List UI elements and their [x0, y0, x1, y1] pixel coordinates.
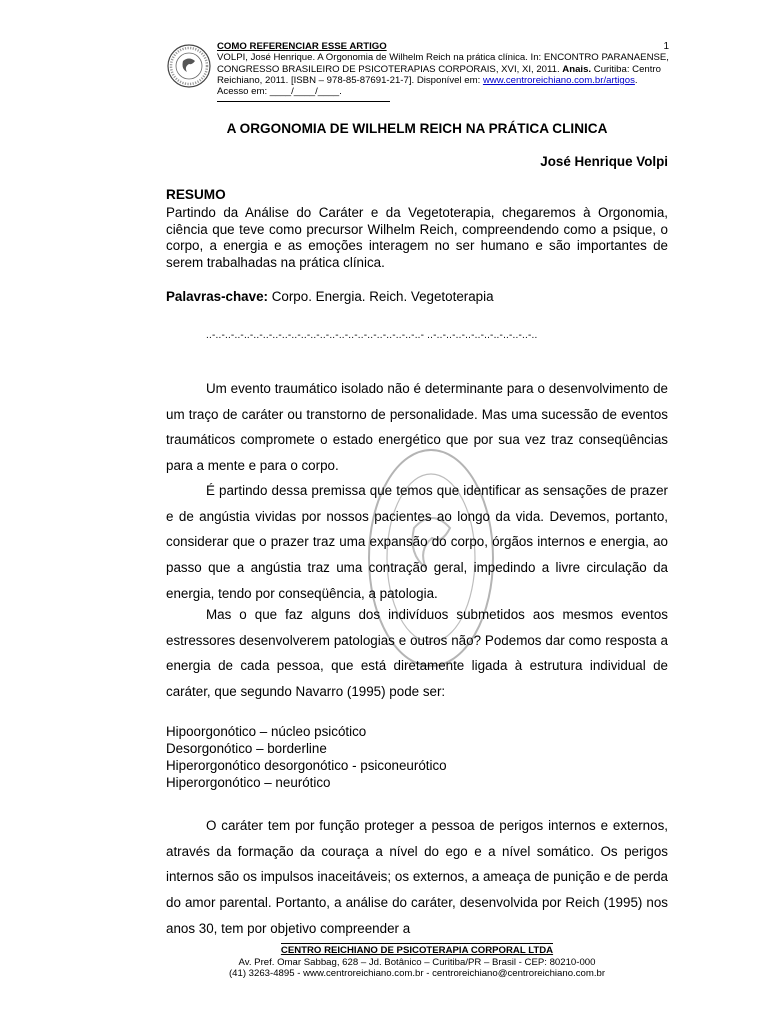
footer-organization: CENTRO REICHIANO DE PSICOTERAPIA CORPORAL LTDA [280, 945, 554, 956]
list-item: Desorgonótico – borderline [166, 741, 327, 756]
list-item: Hiperorgonótico desorgonótico - psiconeurótico [166, 758, 447, 773]
keywords-list: Corpo. Energia. Reich. Vegetoterapia [268, 289, 494, 304]
paragraph-3-text: Mas o que faz alguns dos indivíduos submetidos aos mesmos eventos estressores desenvolverem patologias e outros não? Podemos dar como resposta a energia de cada pessoa, que está diretamente ligada à estrutura individual de caráter, que segundo Navarro (1995) pode ser: [166, 607, 668, 700]
citation-part-3: . Acesso em: ____/____/____. [217, 74, 638, 98]
character-types-list [166, 723, 668, 791]
paragraph-4 [166, 813, 668, 942]
keywords-label: Palavras-chave: [166, 289, 268, 304]
paragraph-1 [166, 376, 668, 479]
paragraph-3 [166, 602, 668, 705]
page-footer [166, 943, 668, 980]
footer-address: Av. Pref. Omar Sabbag, 628 – Jd. Botânico – Curitiba/PR – Brasil - CEP: 80210-000 [238, 956, 596, 968]
citation-part-2: Curitiba: Centro Reichiano, 2011. [ISBN – 978-85-87691-21-7]. Disponível em: [217, 63, 661, 86]
author-name: José Henrique Volpi [540, 154, 668, 169]
paragraph-2-text: É partindo dessa premissa que temos que identificar as sensações de prazer e de angústia vividas por nossos pacientes ao longo da vida. Devemos, portanto, considerar que o prazer traz uma expansão do corpo, órgãos internos e energia, ao passo que a angústia traz uma contração geral, impedindo a livre circulação da energia, tendo por conseqüência, a patologia. [166, 483, 668, 601]
section-separator: ..-..-..-..-..-..-..-..-..-..-..-..-..-..-..-..-..-..-..-..-..-..-..- ..-..-..-..-..-..-..-..-..-..-..-.. [206, 330, 538, 341]
list-item: Hipoorgonótico – núcleo psicótico [166, 724, 367, 739]
keywords-line [166, 289, 668, 304]
paragraph-2 [166, 478, 668, 607]
page-number: 1 [663, 41, 669, 52]
citation-header [217, 41, 669, 102]
citation-part-1: VOLPI, José Henrique. A Orgonomia de Wilhelm Reich na prática clínica. In: ENCONTRO PARANAENSE, CONGRESSO BRASILEIRO DE PSICOTERAPIAS CORPORAIS, XVI, XI, 2011. [217, 52, 669, 75]
citation-text [217, 52, 669, 97]
citation-anais: Anais. [562, 63, 592, 75]
centro-reichiano-seal-icon [166, 41, 212, 91]
footer-contact: (41) 3263-4895 - www.centroreichiano.com.br - centroreichiano@centroreichiano.com.br [228, 968, 606, 980]
paragraph-1-text: Um evento traumático isolado não é determinante para o desenvolvimento de um traço de caráter ou transtorno de personalidade. Mas uma sucessão de eventos traumáticos compromete o estado energético que por sua vez traz conseqüências para a mente e para o corpo. [166, 381, 668, 474]
abstract-text: Partindo da Análise do Caráter e da Vegetoterapia, chegaremos à Orgonomia, ciência que teve como precursor Wilhelm Reich, compreendendo como a psique, o corpo, a energia e as emoções interagem no ser humano e são importantes de serem trabalhadas na prática clínica. [166, 205, 668, 270]
articles-link[interactable]: www.centroreichiano.com.br/artigos [482, 74, 635, 86]
reference-heading: COMO REFERENCIAR ESSE ARTIGO [217, 41, 387, 52]
list-item: Hiperorgonótico – neurótico [166, 775, 331, 790]
document-title: A ORGONOMIA DE WILHELM REICH NA PRÁTICA CLINICA [226, 121, 608, 136]
paragraph-4-text: O caráter tem por função proteger a pessoa de perigos internos e externos, através da formação da couraça a nível do ego e a nível somático. Os perigos internos são os impulsos inaceitáveis; os externos, a ameaça de punição e de perda do amor parental. Portanto, a análise do caráter, desenvolvida por Reich (1995) nos anos 30, tem por objetivo compreender a [166, 818, 668, 936]
abstract-heading: RESUMO [166, 187, 226, 202]
